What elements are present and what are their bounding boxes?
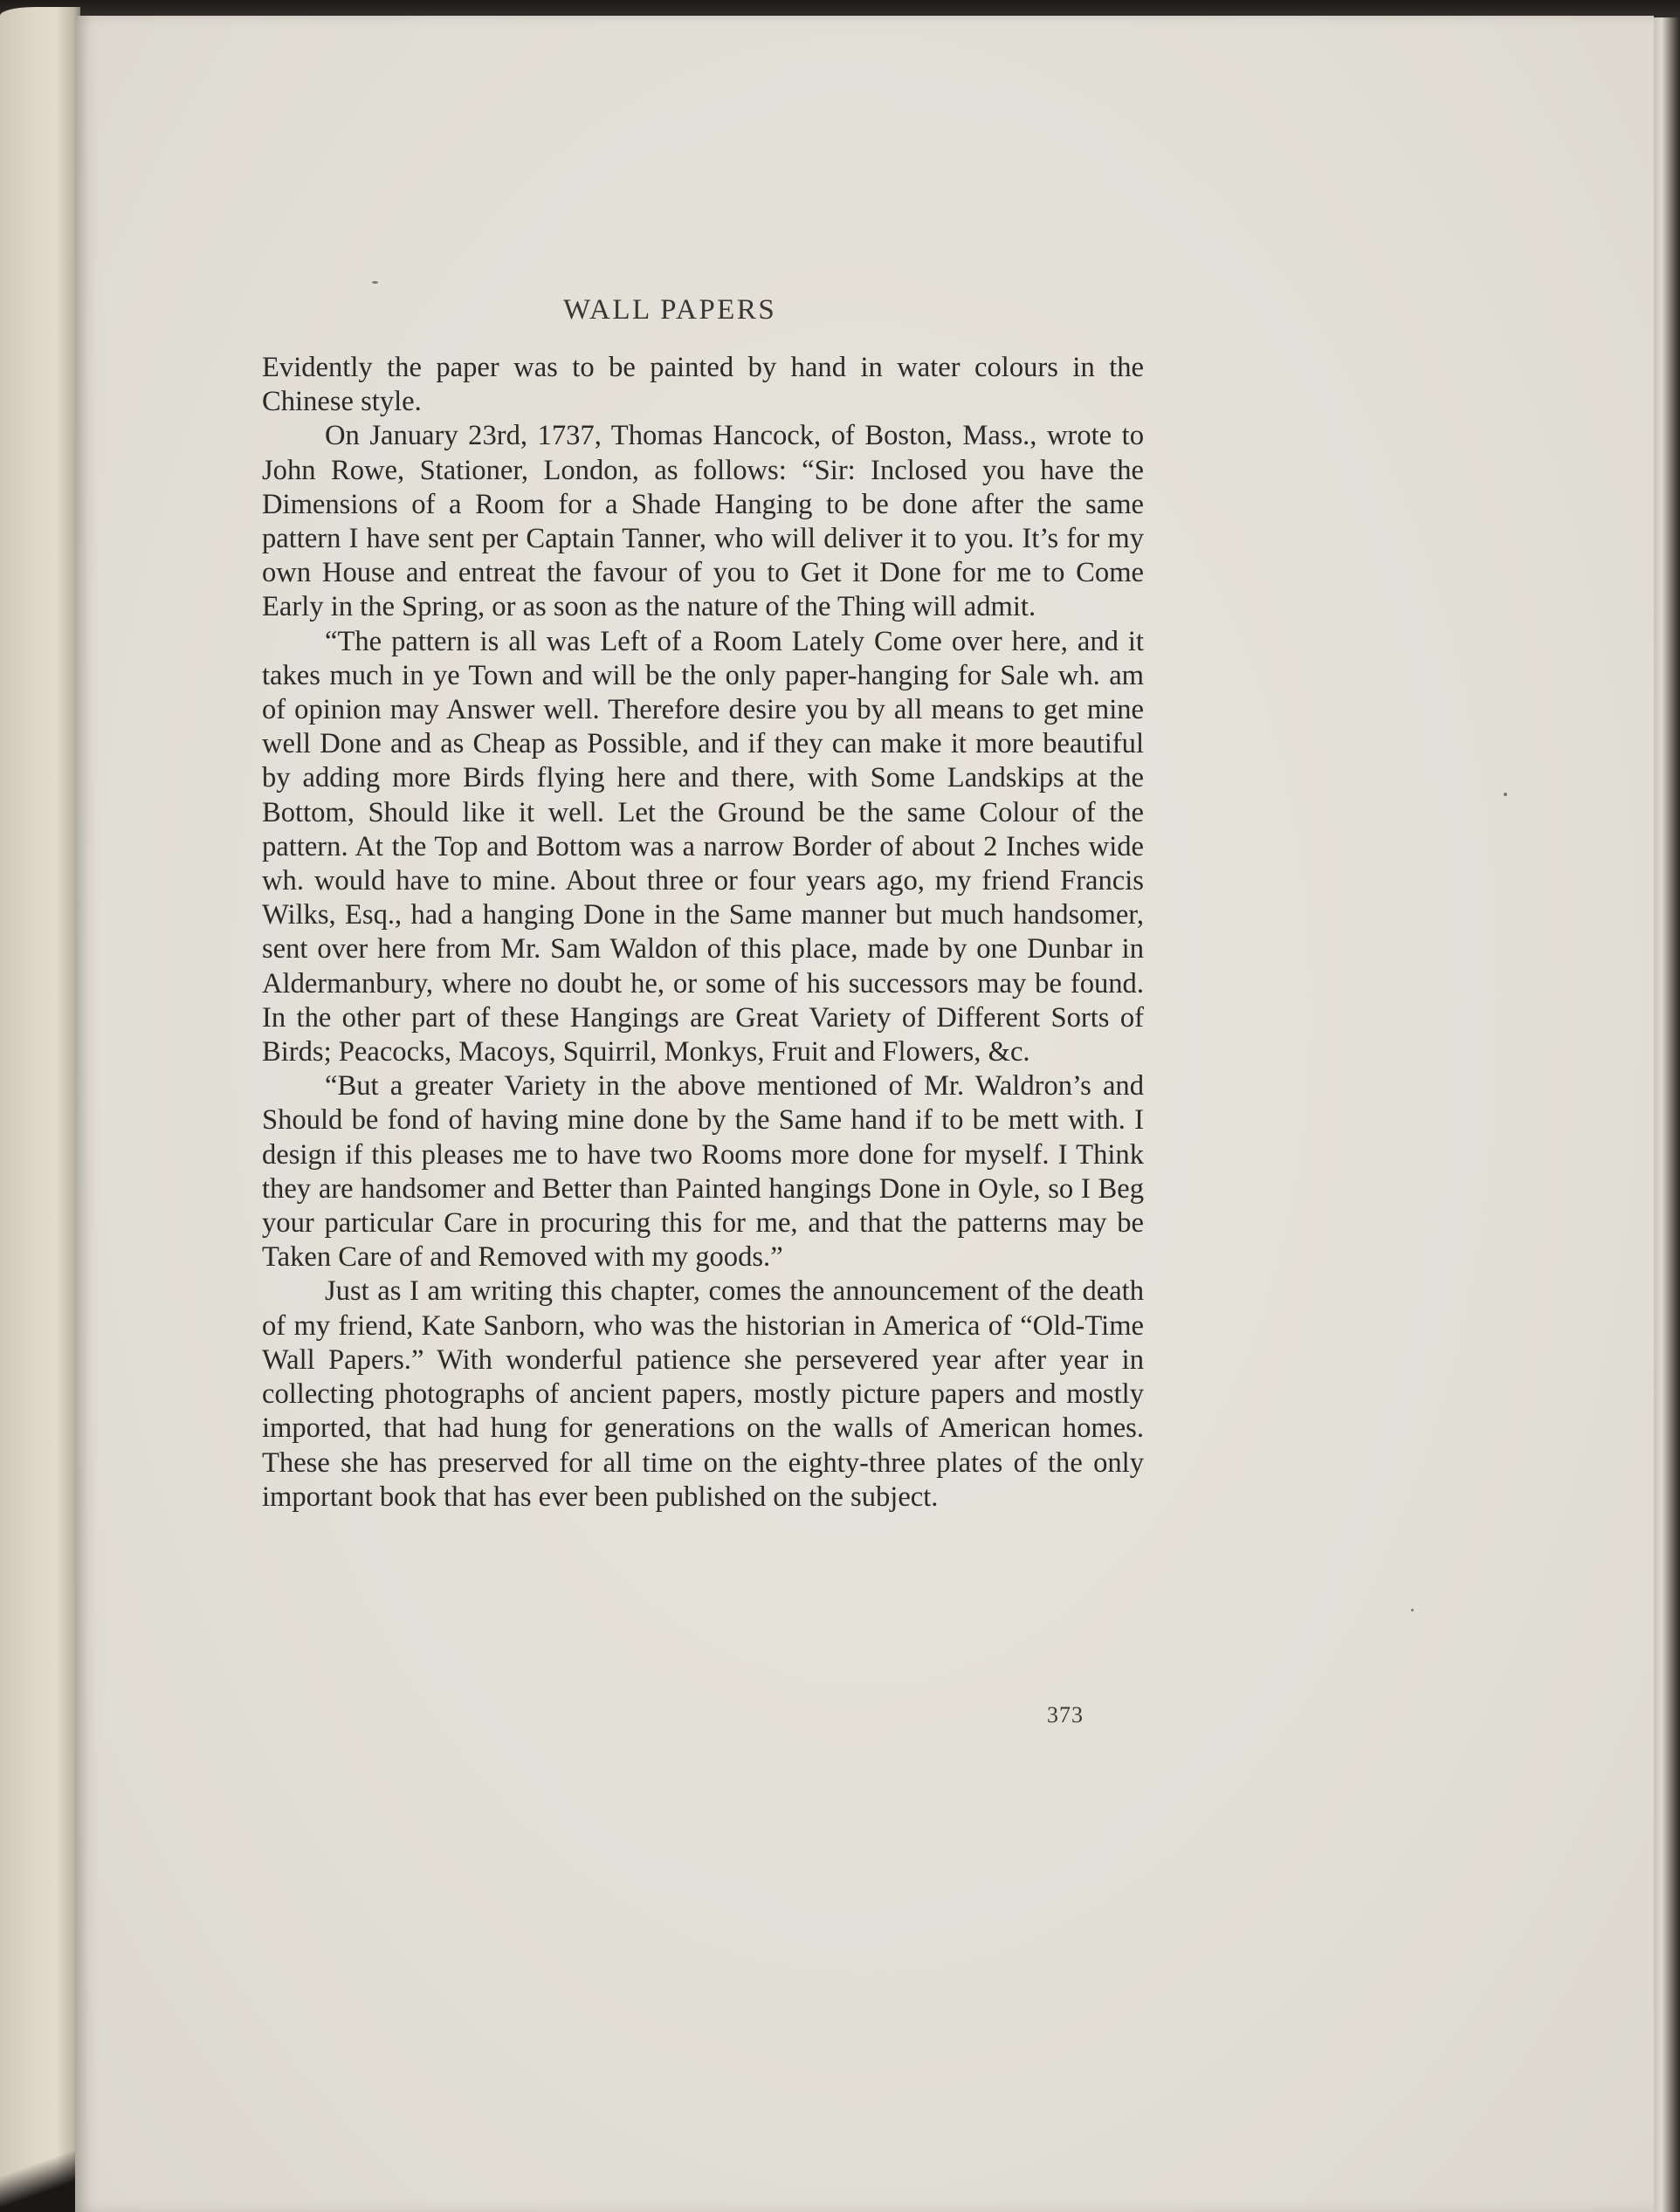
paragraph: Evidently the paper was to be painted by hand in water colours in the Chinese style. [262, 352, 1144, 418]
paper-speck [1411, 1609, 1414, 1611]
paragraph: “The pattern is all was Left of a Room Lately Come over here, and it takes much in ye Town and will be the only paper-hanging for Sale wh. am of opinion may Answer well. Therefore desire you by all means to get mine well Done and as Cheap as Possible, and if they can make it more beautiful by adding more Birds flying here and there, with Some Landskips at the Bottom, Should like it well. Let the Ground be the same Colour of the pattern. At the Top and Bottom was a narrow Border of about 2 Inches wide wh. would have to mine. About three or four years ago, my friend Francis Wilks, Esq., had a hanging Done in the Same manner but much handsomer, sent over here from Mr. Sam Waldon of this place, made by one Dunbar in Aldermanbury, where no doubt he, or some of his successors may be found. In the other part of these Hangings are Great Variety of Different Sorts of Birds; Peacocks, Macoys, Squirril, Monkys, Fruit and Flowers, &c. [262, 625, 1144, 1068]
body-text [262, 351, 1144, 1515]
scan-corner-shadow [0, 2133, 79, 2212]
paper-speck [372, 281, 378, 284]
page-number: 373 [1047, 1702, 1084, 1728]
paragraph: “But a greater Variety in the above mentioned of Mr. Waldron’s and Should be fond of having mine done by the Same hand if to be mett with. I design if this pleases me to have two Rooms more done for myself. I Think they are handsomer and Better than Painted hangings Done in Oyle, so I Beg your particular Care in procuring this for me, and that the patterns may be Taken Care of and Removed with my goods.” [262, 1070, 1144, 1274]
paragraph: On January 23rd, 1737, Thomas Hancock, of Boston, Mass., wrote to John Rowe, Stationer, London, as follows: “Sir: Inclosed you have the Dimensions of a Room for a Shade Hanging to be done after the same pattern I have sent per Captain Tanner, who will deliver it to you. It’s for my own House and entreat the favour of you to Get it Done for me to Come Early in the Spring, or as soon as the nature of the Thing will admit. [262, 420, 1144, 623]
page-fore-edge [1654, 17, 1680, 2212]
facing-page-edge [0, 7, 80, 2212]
running-head: WALL PAPERS [563, 294, 777, 326]
paper-speck [1504, 793, 1507, 796]
paragraph: Just as I am writing this chapter, comes the announcement of the death of my friend, Kate Sanborn, who was the historian in America of “Old-Time Wall Papers.” With wonderful patience she persevered year after year in collecting photographs of ancient papers, mostly picture papers and mostly imported, that had hung for generations on the walls of American homes. These she has preserved for all time on the eighty-three plates of the only important book that has ever been published on the subject. [262, 1275, 1144, 1513]
